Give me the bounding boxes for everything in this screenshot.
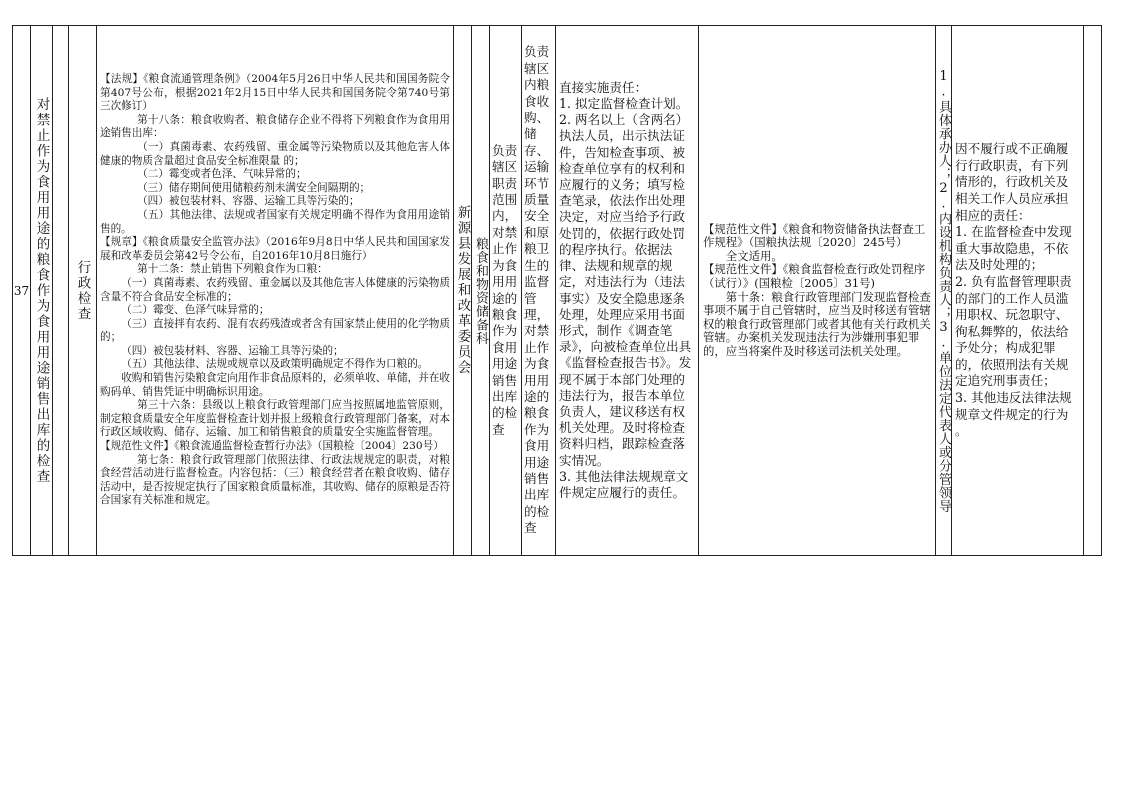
subject-cell xyxy=(936,26,952,556)
duty-2: 2. 两名以上（含两名）执法人员，出示执法证件，告知检查事项、被检查单位享有的权利和应履行的义务；填写检查笔录，依法作出处理决定，对应当给予行政处罚的，依据行政处罚的程序执行。依据法律、法规和规章的规定，对违法行为（违法事实）及安全隐患逐条处理，处理应采用书面形式，制作《调查笔录》，向被检查单位出具《监督检查报告书》。发现不属于本部门处理的违法行为，报告本单位负责人，建议移送有权机关处理。及时将检查资料归档，跟踪检查落实情况。 xyxy=(559,112,692,468)
reg2-item-3: （三）直接拌有农药、混有农药残渣或者含有国家禁止使用的化学物质的； xyxy=(100,317,450,344)
doc2-title: 【规范性文件】《粮食监督检查行政处罚程序（试行）》(国粮检〔2005〕31号) xyxy=(703,262,926,290)
reg2-item-2: （二）霉变、色泽气味异常的； xyxy=(121,304,270,317)
reg2-title: 【规章】《粮食质量安全监管办法》（2016年9月8日中华人民共和国国家发展和改革委员会第42号令公布，自2016年10月8日施行） xyxy=(100,236,450,262)
accountability-line-7: 法及时处理的； xyxy=(955,257,1044,273)
doc1-body: 全文适用。 xyxy=(725,248,783,263)
accountability-line-13: 的，依照刑法有关规 xyxy=(955,356,1069,372)
reg2-article: 第十二条：禁止销售下列粮食作为口粮： xyxy=(137,263,328,276)
item-name-cell xyxy=(31,26,53,556)
responsibility-cell: 负责辖区内粮食收购、储存、运输环节质量安全和原粮卫生的监督管理，对禁止作为食用用途的粮食作为食用用途销售出库的检查 xyxy=(522,26,556,556)
agency: 新源县发展和改革委员会 xyxy=(454,205,471,376)
reg1-item-4: （四）被包装材料、容器、运输工具等污染的； xyxy=(137,195,360,208)
accountability-line-9: 的部门的工作人员滥 xyxy=(955,290,1069,306)
law-basis-cell xyxy=(97,26,454,556)
duty-3: 3. 其他法律法规规章文件规定应履行的责任。 xyxy=(559,468,689,500)
office: 粮食和物资储备科 xyxy=(473,236,488,345)
accountability-line-1: 行行政职责，有下列 xyxy=(955,157,1069,173)
reg2-item-1: （一）真菌毒素、农药残留、重金属以及其他危害人体健康的污染物质含量不符合食品安全标准的； xyxy=(100,276,450,303)
accountability-cell xyxy=(952,26,1084,556)
subject: 1.具体承办人；2.内设机构负责人；3.单位法定代表人或分管领导 xyxy=(936,68,951,513)
blank-cell xyxy=(53,26,69,556)
reg2-article-36: 第三十六条：县级以上粮食行政管理部门应当按照属地监管原则，制定粮食质量安全年度监督检查计划并报上级粮食行政管理部门备案，对本行政区域收购、储存、运输、加工和销售粮食的质量安全实施监督管理。 xyxy=(100,399,450,439)
accountability-line-14: 定追究刑事责任； xyxy=(955,373,1056,389)
accountability-line-0: 因不履行或不正确履 xyxy=(955,141,1069,157)
reg2-paragraph: 收购和销售污染粮食定向用作非食品原料的，必须单收、单储，并在收购码单、销售凭证中明确标识用途。 xyxy=(100,372,450,398)
row-index: 37 xyxy=(13,26,31,556)
accountability-line-2: 情形的，行政机关及 xyxy=(955,174,1069,190)
reg1-article: 第十八条：粮食收购者、粮食储存企业不得将下列粮食作为食用用途销售出库： xyxy=(100,113,450,140)
duties-intro: 直接实施责任： xyxy=(559,79,648,95)
accountability-line-3: 相关工作人员应承担 xyxy=(955,190,1069,206)
accountability-line-17: 。 xyxy=(955,423,968,439)
doc-basis-cell xyxy=(699,26,936,556)
duty-1: 1. 拟定监督检查计划。 xyxy=(559,96,689,112)
agency-cell xyxy=(454,26,472,556)
accountability-line-4: 相应的责任： xyxy=(955,207,1031,223)
accountability-line-12: 予处分；构成犯罪 xyxy=(955,340,1056,356)
scope-cell: 负责辖区职责范围内，对禁止作为食用用途的粮食作为食用用途销售出库的检查 xyxy=(490,26,522,556)
reg1-title: 【法规】《粮食流通管理条例》（2004年5月26日中华人民共和国国务院令第407号公布，根据2021年2月15日中华人民共和国国务院令第740号第三次修订） xyxy=(100,73,450,113)
table-row xyxy=(13,26,1102,556)
accountability-line-10: 用职权、玩忽职守、 xyxy=(955,307,1069,323)
doc2-body: 第十条：粮食行政管理部门发现监督检查事项不属于自己管辖时，应当及时移送有管辖权的粮食行政管理部门或者其他有关行政机关管辖。办案机关发现违法行为涉嫌刑事犯罪的，应当将案件及时移送司法机关处理。 xyxy=(703,289,931,358)
accountability-line-11: 徇私舞弊的，依法给 xyxy=(955,323,1069,339)
accountability-line-5: 1. 在监督检查中发现 xyxy=(955,224,1072,240)
reg1-item-5: （五）其他法律、法规或者国家有关规定明确不得作为食用用途销售的。 xyxy=(100,208,450,235)
reg1-item-1: （一）真菌毒素、农药残留、重金属等污染物质以及其他危害人体健康的物质含量超过食品安全标准限量 的； xyxy=(100,140,450,167)
reg1-item-2: （二）霉变或者色泽、气味异常的； xyxy=(137,168,307,181)
accountability-line-15: 3. 其他违反法律法规 xyxy=(955,390,1072,406)
remarks-cell xyxy=(1084,26,1102,556)
category: 行政检查 xyxy=(74,259,91,322)
doc1-title: 【规范性文件】《粮食和物资储备执法督查工作规程》（国粮执法规〔2020〕245号） xyxy=(703,221,926,250)
accountability-line-16: 规章文件规定的行为 xyxy=(955,406,1069,422)
accountability-line-8: 2. 负有监督管理职责 xyxy=(955,273,1072,289)
reg3-article: 第七条：粮食行政管理部门依照法律、行政法规规定的职责，对粮食经营活动进行监督检查。内容包括：（三）粮食经营者在粮食收购、储存活动中，是否按规定执行了国家粮食质量标准，其收购、储存的原粮是否符合国家有关标准和规定。 xyxy=(100,453,450,507)
reg1-item-3: （三）储存期间使用储粮药剂未满安全间隔期的； xyxy=(137,181,371,194)
reg3-title: 【规范性文件】《粮食流通监督检查暂行办法》（国粮检〔2004〕230号） xyxy=(100,440,444,453)
accountability-line-6: 重大事故隐患，不依 xyxy=(955,240,1069,256)
power-list-table xyxy=(12,25,1102,556)
category-cell xyxy=(69,26,97,556)
office-cell xyxy=(472,26,490,556)
duties-cell xyxy=(556,26,699,556)
reg2-item-4: （四）被包装材料、容器、运输工具等污染的； xyxy=(121,344,344,357)
reg2-item-5: （五）其他法律、法规或规章以及政策明确规定不得作为口粮的。 xyxy=(121,358,429,371)
item-name: 对禁止作为食用用途的粮食作为食用用途销售出库的检查 xyxy=(33,96,50,485)
